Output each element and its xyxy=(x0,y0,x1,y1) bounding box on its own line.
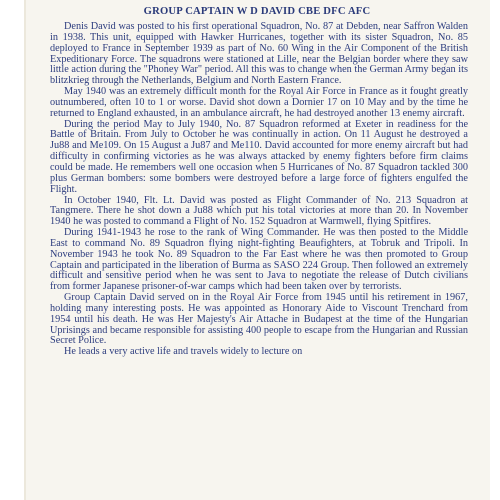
document-card xyxy=(24,0,490,500)
document-title: GROUP CAPTAIN W D DAVID CBE DFC AFC xyxy=(143,6,371,17)
paragraph-october-1940: In October 1940, Flt. Lt. David was posted as Flight Commander of No. 213 Squadron at Tangmere. There he shot down a Ju88 which put his total victories at more than 20. In November 1940 he was posted to command a Flight of No. 152 Squadron at Warmwell, flying Spitfires. xyxy=(50,194,468,228)
paragraph-early-career: Denis David was posted to his first operational Squadron, No. 87 at Debden, near Saffron Walden in 1938. This unit, equipped with Hawker Hurricanes, together with its sister Squadron, No. 85 deployed to France in September 1939 as part of No. 60 Wing in the Air Component of the British Expeditionary Force. The squadrons were stationed at Lille, near the Belgian border where they saw little action during the "Phoney War" period. All this was to change when the German Army began its blitzkrieg through the Netherlands, Belgium and North Eastern France. xyxy=(50,21,468,87)
paragraph-1941-1943: During 1941-1943 he rose to the rank of Wing Commander. He was then posted to the Middle East to command No. 89 Squadron flying night-fighting Beaufighters, at Tobruk and Tripoli. In November 1943 he took No. 89 Squadron to the Far East where he was then promoted to Group Captain and participated in the liberation of Burma as SASO 224 Group. Then followed an extremely difficult and sensitive period when he was sent to Java to negotiate the release of Dutch civilians from former Japanese prisoner-of-war camps which had been taken over by terrorists. xyxy=(50,227,468,293)
paragraph-later-life: He leads a very active life and travels widely to lecture on xyxy=(64,346,303,358)
paragraph-post-war: Group Captain David served on in the Royal Air Force from 1945 until his retirement in 1967, holding many interesting posts. He was appointed as Honorary Aide to Viscount Trenchard from 1954 until his death. He was Her Majesty's Air Attache in Budapest at the time of the Hungarian Uprisings and became responsible for assisting 400 people to escape from the Hungarian and Russian Secret Police. xyxy=(50,292,468,347)
paragraph-battle-of-britain: During the period May to July 1940, No. 87 Squadron reformed at Exeter in readiness for the Battle of Britain. From July to October he was continually in action. On 11 August he destroyed a Ju88 and Me109. On 15 August a Ju87 and Me110. David accounted for more enemy aircraft but had difficulty in confirming victories as he was always attacked by enemy fighters before firm claims could be made. He remembers well one occasion when 5 Hurricanes of No. 87 Squadron tackled 300 plus German bombers: some bombers were destroyed before a large force of fighters engulfed the Flight. xyxy=(50,118,468,195)
paragraph-may-1940: May 1940 was an extremely difficult month for the Royal Air Force in France as it fought greatly outnumbered, often 10 to 1 or worse. David shot down a Dornier 17 on 10 May and by the time he returned to England exhausted, in an ambulance aircraft, he had destroyed another 13 enemy aircraft. xyxy=(50,86,468,119)
document-body xyxy=(50,22,468,358)
